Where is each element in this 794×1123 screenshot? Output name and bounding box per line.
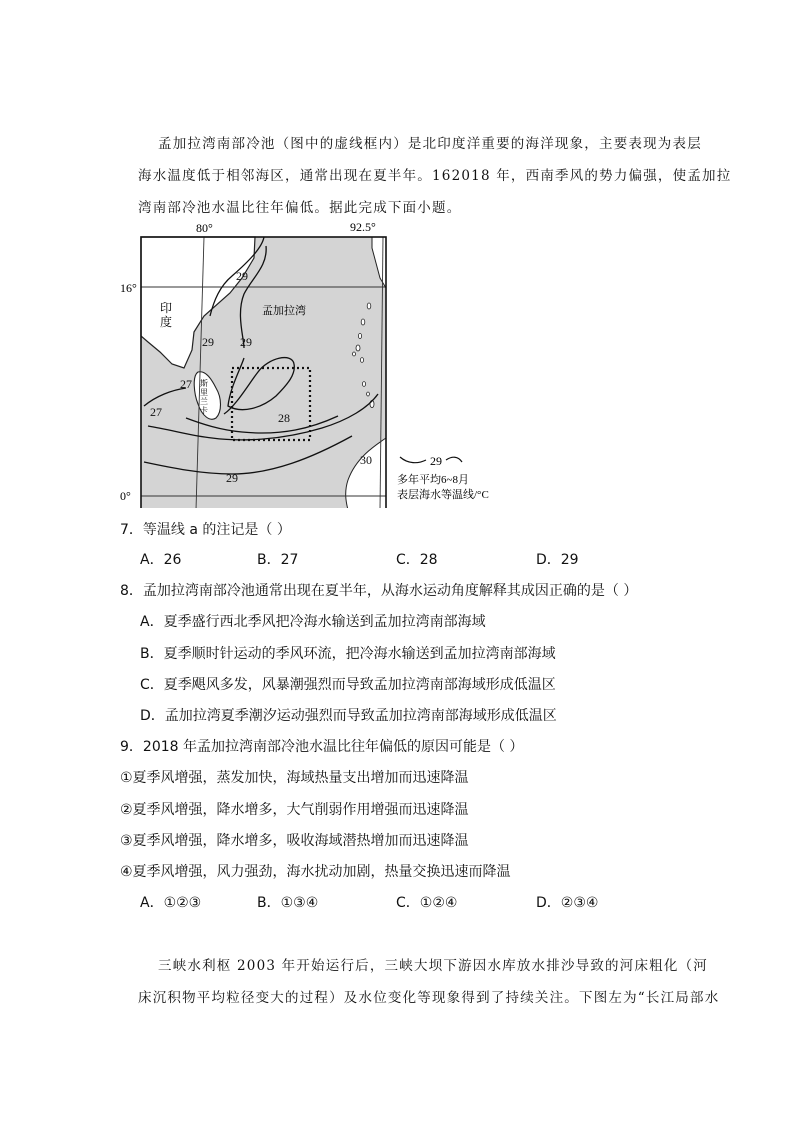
q9-item-4: ④夏季风增强，风力强劲，海水扰动加剧，热量交换迅速而降温 [120, 864, 511, 880]
isotherm-label: 28 [278, 411, 290, 425]
sri-lanka-label-4: 卡 [200, 406, 208, 415]
question-9-stem: 9．2018 年孟加拉湾南部冷池水温比往年偏低的原因可能是（ ） [120, 739, 524, 755]
isotherm-label: 30 [360, 453, 372, 467]
intro-line: 湾南部冷池水温比往年偏低。据此完成下面小题。 [138, 200, 462, 216]
map-legend [397, 454, 489, 501]
q8-option-b[interactable]: B．夏季顺时针运动的季风环流，把冷海水输送到孟加拉湾南部海域 [140, 646, 556, 662]
intro-line: 孟加拉湾南部冷池（图中的虚线框内）是北印度洋重要的海洋现象，主要表现为表层 [158, 136, 702, 152]
bay-of-bengal-map [112, 218, 512, 508]
q9-item-3: ③夏季风增强，降水增多，吸收海域潜热增加而迅速降温 [120, 833, 469, 849]
q9-item-2: ②夏季风增强，降水增多，大气削弱作用增强而迅速降温 [120, 802, 469, 818]
q7-option-b[interactable]: B．27 [257, 552, 299, 568]
q7-option-c[interactable]: C．28 [396, 552, 438, 568]
intro-line: 三峡水利枢 2003 年开始运行后，三峡大坝下游因水库放水排沙导致的河床粗化（河 [158, 958, 708, 974]
question-7-stem: 7．等温线 a 的注记是（ ） [120, 522, 291, 538]
isotherm-label: 29 [202, 335, 214, 349]
q9-option-d[interactable]: D．②③④ [536, 895, 599, 911]
intro-line: 床沉积物平均粒径变大的过程）及水位变化等现象得到了持续关注。下图左为“长江局部水 [138, 990, 720, 1006]
isotherm-label: 27 [150, 405, 162, 419]
question-8-stem: 8．孟加拉湾南部冷池通常出现在夏半年，从海水运动角度解释其成因正确的是（ ） [120, 583, 638, 599]
sri-lanka-label-1: 斯 [200, 379, 208, 388]
isotherm-label: 29 [226, 471, 238, 485]
q9-item-1: ①夏季风增强，蒸发加快，海域热量支出增加而迅速降温 [120, 770, 469, 786]
q8-option-a[interactable]: A．夏季盛行西北季风把冷海水输送到孟加拉湾南部海域 [140, 614, 486, 630]
bay-label: 孟加拉湾 [262, 305, 306, 317]
q9-option-a[interactable]: A．①②③ [140, 895, 202, 911]
india-label-1: 印 [160, 301, 173, 315]
isotherm-map-svg [112, 218, 512, 508]
legend-line-1: 多年平均6~8月 [397, 474, 469, 486]
isotherm-label: 29 [236, 269, 248, 283]
q8-option-c[interactable]: C．夏季飓风多发，风暴潮强烈而导致孟加拉湾南部海域形成低温区 [140, 677, 556, 693]
legend-line-2: 表层海水等温线/°C [397, 489, 489, 501]
q7-option-a[interactable]: A．26 [140, 552, 182, 568]
q7-option-d[interactable]: D．29 [536, 552, 579, 568]
lat-label-0: 0° [120, 489, 131, 503]
intro-line: 海水温度低于相邻海区，通常出现在夏半年。162018 年，西南季风的势力偏强，使孟加拉 [138, 168, 732, 184]
q8-option-d[interactable]: D．孟加拉湾夏季潮汐运动强烈而导致孟加拉湾南部海域形成低温区 [140, 708, 557, 724]
q9-option-b[interactable]: B．①③④ [257, 895, 319, 911]
isotherm-label: 27 [180, 377, 192, 391]
isotherm-label: 29 [240, 335, 252, 349]
sri-lanka-label-2: 里 [200, 388, 208, 397]
india-label-2: 度 [160, 315, 173, 329]
legend-value: 29 [430, 454, 442, 468]
sri-lanka-label-3: 兰 [200, 397, 208, 406]
lon-label-92-5: 92.5° [350, 220, 376, 234]
q9-option-c[interactable]: C．①②④ [396, 895, 458, 911]
lon-label-80: 80° [196, 221, 213, 235]
lat-label-16: 16° [120, 281, 137, 295]
